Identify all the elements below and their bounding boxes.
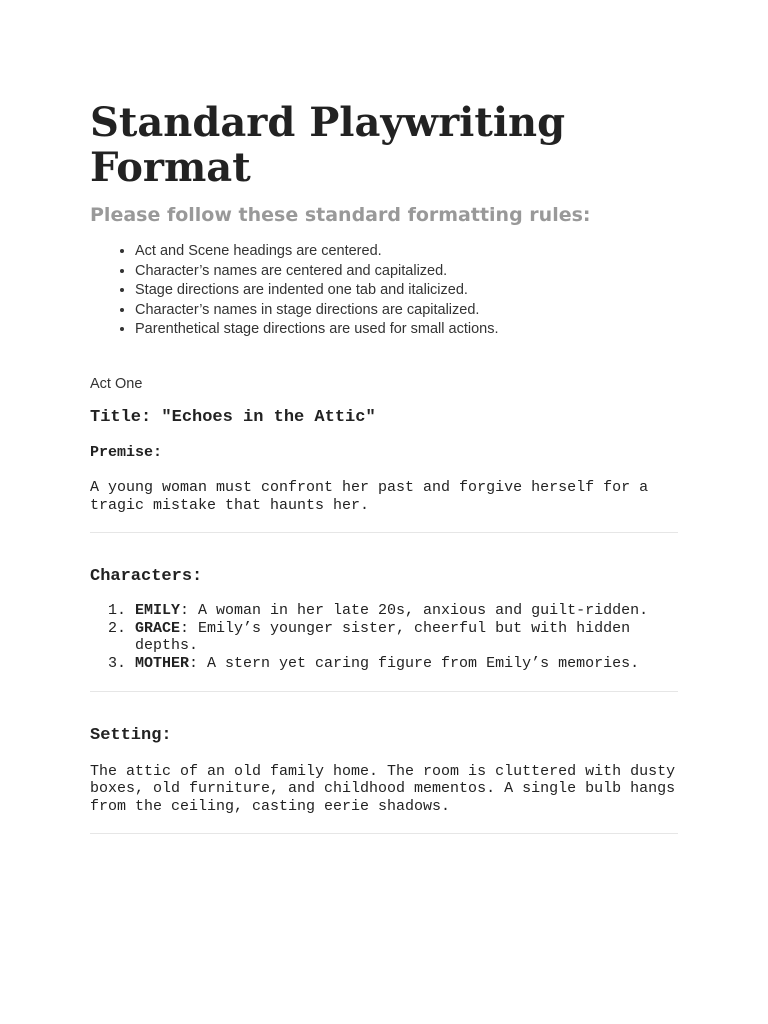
characters-list (90, 602, 678, 672)
character-name: MOTHER (135, 654, 190, 672)
list-item (135, 655, 678, 673)
act-heading: Act One (90, 375, 143, 392)
document-page (90, 100, 678, 834)
divider (90, 691, 678, 692)
formatting-rules-list (90, 242, 678, 340)
list-item: • Character’s names are centered and capitalized. (135, 262, 678, 282)
character-name: EMILY (135, 602, 181, 620)
characters-heading: Characters: (90, 567, 203, 587)
premise-text: A young woman must confront her past and forgive herself for a tragic mistake that haunts her. (90, 478, 649, 514)
list-item: • Act and Scene headings are centered. (135, 242, 678, 262)
character-description: : A stern yet caring figure from Emily’s memories. (189, 654, 640, 672)
list-item: • Parenthetical stage directions are used for small actions. (135, 320, 678, 340)
character-description: : Emily’s younger sister, cheerful but with hidden depths. (135, 619, 631, 655)
premise-label: Premise: (90, 443, 163, 461)
setting-heading: Setting: (90, 725, 172, 745)
divider (90, 532, 678, 533)
divider (90, 833, 678, 834)
list-item: • Character’s names in stage directions are capitalized. (135, 301, 678, 321)
page-title: Standard Playwriting Format (90, 99, 566, 191)
character-name: GRACE (135, 619, 181, 637)
setting-text: The attic of an old family home. The room is cluttered with dusty boxes, old furniture, and childhood mementos. A single bulb hangs from the ceiling, casting eerie shadows. (90, 762, 676, 815)
list-item: • Stage directions are indented one tab and italicized. (135, 281, 678, 301)
rules-intro: Please follow these standard formatting rules: (90, 204, 591, 226)
play-title: Title: "Echoes in the Attic" (90, 407, 376, 427)
list-item (135, 602, 678, 620)
character-description: : A woman in her late 20s, anxious and guilt-ridden. (180, 602, 649, 620)
list-item (135, 620, 678, 655)
